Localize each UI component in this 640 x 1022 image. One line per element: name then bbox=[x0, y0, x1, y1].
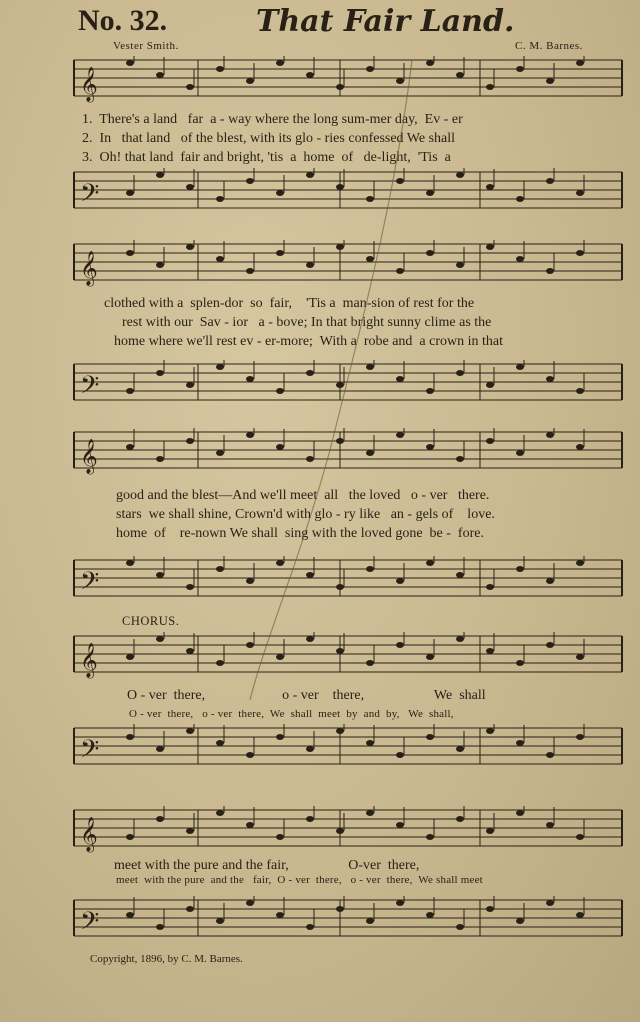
note-head bbox=[276, 734, 284, 740]
verse-line: 1. There's a land far a - way where the long sum-mer day, Ev - er bbox=[82, 112, 463, 127]
copyright-notice: Copyright, 1896, by C. M. Barnes. bbox=[90, 953, 243, 965]
note-head bbox=[216, 196, 224, 202]
note-head bbox=[546, 376, 554, 382]
note-head bbox=[186, 728, 194, 734]
note-head bbox=[426, 60, 434, 66]
note-head bbox=[366, 566, 374, 572]
note-head bbox=[126, 912, 134, 918]
note-head bbox=[576, 444, 584, 450]
note-head bbox=[486, 438, 494, 444]
note-head bbox=[216, 364, 224, 370]
note-head bbox=[546, 178, 554, 184]
note-head bbox=[546, 578, 554, 584]
note-head bbox=[276, 190, 284, 196]
note-head bbox=[216, 256, 224, 262]
composer-credit: C. M. Barnes. bbox=[515, 40, 583, 52]
note-head bbox=[306, 456, 314, 462]
note-head bbox=[126, 60, 134, 66]
note-head bbox=[486, 648, 494, 654]
verse-line: good and the blest—And we'll meet all the loved o - ver there. bbox=[116, 488, 490, 503]
note-head bbox=[366, 810, 374, 816]
treble-clef-icon: 𝄞 bbox=[80, 439, 98, 474]
note-head bbox=[276, 834, 284, 840]
note-head bbox=[486, 84, 494, 90]
bass-staff-4 bbox=[70, 724, 626, 774]
note-head bbox=[306, 746, 314, 752]
note-head bbox=[126, 190, 134, 196]
note-head bbox=[216, 66, 224, 72]
note-head bbox=[366, 66, 374, 72]
note-head bbox=[186, 648, 194, 654]
bass-clef-icon: 𝄢 bbox=[80, 567, 100, 602]
bass-clef-icon: 𝄢 bbox=[80, 907, 100, 942]
note-head bbox=[366, 450, 374, 456]
chorus-line: meet with the pure and the fair, O - ver there, o - ver there, We shall meet bbox=[116, 874, 483, 886]
note-head bbox=[396, 752, 404, 758]
note-head bbox=[456, 816, 464, 822]
note-head bbox=[426, 912, 434, 918]
note-head bbox=[456, 456, 464, 462]
note-head bbox=[156, 72, 164, 78]
bass-clef-icon: 𝄢 bbox=[80, 371, 100, 406]
note-head bbox=[126, 560, 134, 566]
note-head bbox=[516, 566, 524, 572]
hymn-number: No. 32. bbox=[78, 4, 168, 37]
note-head bbox=[516, 450, 524, 456]
note-head bbox=[306, 72, 314, 78]
note-head bbox=[426, 834, 434, 840]
note-head bbox=[306, 370, 314, 376]
note-head bbox=[366, 196, 374, 202]
note-head bbox=[546, 822, 554, 828]
bass-staff-3 bbox=[70, 556, 626, 606]
note-head bbox=[156, 572, 164, 578]
note-head bbox=[366, 660, 374, 666]
note-head bbox=[516, 364, 524, 370]
note-head bbox=[186, 438, 194, 444]
note-head bbox=[186, 184, 194, 190]
note-head bbox=[396, 822, 404, 828]
note-head bbox=[246, 900, 254, 906]
note-head bbox=[576, 734, 584, 740]
note-head bbox=[276, 444, 284, 450]
treble-staff-1 bbox=[70, 56, 626, 106]
verse-line: 2. In that land of the blest, with its glo - ries confessed We shall bbox=[82, 131, 456, 146]
note-head bbox=[246, 642, 254, 648]
note-head bbox=[216, 918, 224, 924]
note-head bbox=[546, 752, 554, 758]
note-head bbox=[276, 388, 284, 394]
treble-clef-icon: 𝄞 bbox=[80, 643, 98, 678]
note-head bbox=[486, 382, 494, 388]
note-head bbox=[246, 178, 254, 184]
note-head bbox=[516, 810, 524, 816]
note-head bbox=[576, 834, 584, 840]
note-head bbox=[276, 560, 284, 566]
note-head bbox=[336, 728, 344, 734]
note-head bbox=[456, 924, 464, 930]
note-head bbox=[306, 636, 314, 642]
verse-line: home of re-nown We shall sing with the loved gone be - fore. bbox=[116, 526, 484, 541]
note-head bbox=[306, 172, 314, 178]
note-head bbox=[396, 900, 404, 906]
note-head bbox=[246, 752, 254, 758]
note-head bbox=[396, 432, 404, 438]
note-head bbox=[576, 250, 584, 256]
note-head bbox=[576, 912, 584, 918]
lyricist-credit: Vester Smith. bbox=[113, 40, 179, 52]
note-head bbox=[396, 578, 404, 584]
note-head bbox=[576, 388, 584, 394]
note-head bbox=[126, 388, 134, 394]
note-head bbox=[216, 660, 224, 666]
note-head bbox=[366, 918, 374, 924]
note-head bbox=[516, 918, 524, 924]
note-head bbox=[426, 250, 434, 256]
note-head bbox=[126, 654, 134, 660]
note-head bbox=[426, 388, 434, 394]
note-head bbox=[156, 816, 164, 822]
note-head bbox=[276, 60, 284, 66]
note-head bbox=[186, 828, 194, 834]
note-head bbox=[336, 438, 344, 444]
note-head bbox=[486, 184, 494, 190]
verse-line: 3. Oh! that land fair and bright, 'tis a home of de-light, 'Tis a bbox=[82, 150, 451, 165]
note-head bbox=[546, 900, 554, 906]
chorus-line: meet with the pure and the fair, O-ver there, bbox=[114, 858, 420, 873]
chorus-line: O - ver there, o - ver there, We shall meet by and by, We shall, bbox=[129, 708, 454, 720]
verse-line: rest with our Sav - ior a - bove; In that bright sunny clime as the bbox=[122, 315, 492, 330]
note-head bbox=[156, 636, 164, 642]
note-head bbox=[186, 244, 194, 250]
note-head bbox=[546, 268, 554, 274]
note-head bbox=[426, 734, 434, 740]
note-head bbox=[126, 250, 134, 256]
chorus-line: O - ver there, o - ver there, We shall bbox=[127, 688, 486, 703]
note-head bbox=[456, 636, 464, 642]
treble-clef-icon: 𝄞 bbox=[80, 67, 98, 102]
note-head bbox=[426, 444, 434, 450]
note-head bbox=[456, 172, 464, 178]
note-head bbox=[516, 196, 524, 202]
treble-staff-3 bbox=[70, 428, 626, 478]
note-head bbox=[156, 172, 164, 178]
note-head bbox=[156, 746, 164, 752]
note-head bbox=[246, 376, 254, 382]
chorus-label: CHORUS. bbox=[122, 614, 180, 628]
verse-line: stars we shall shine, Crown'd with glo - ry like an - gels of love. bbox=[116, 507, 495, 522]
note-head bbox=[426, 190, 434, 196]
note-head bbox=[126, 734, 134, 740]
bass-staff-2 bbox=[70, 360, 626, 410]
note-head bbox=[246, 822, 254, 828]
note-head bbox=[396, 178, 404, 184]
note-head bbox=[456, 72, 464, 78]
note-head bbox=[336, 382, 344, 388]
verse-line: home where we'll rest ev - er-more; With a robe and a crown in that bbox=[114, 334, 503, 349]
note-head bbox=[396, 268, 404, 274]
note-head bbox=[576, 560, 584, 566]
treble-staff-4 bbox=[70, 632, 626, 682]
note-head bbox=[336, 184, 344, 190]
note-head bbox=[156, 262, 164, 268]
note-head bbox=[396, 642, 404, 648]
note-head bbox=[366, 740, 374, 746]
note-head bbox=[186, 584, 194, 590]
note-head bbox=[306, 924, 314, 930]
note-head bbox=[516, 740, 524, 746]
note-head bbox=[186, 906, 194, 912]
note-head bbox=[246, 432, 254, 438]
note-head bbox=[156, 924, 164, 930]
note-head bbox=[576, 60, 584, 66]
note-head bbox=[156, 370, 164, 376]
treble-staff-2 bbox=[70, 240, 626, 290]
note-head bbox=[366, 256, 374, 262]
note-head bbox=[486, 584, 494, 590]
note-head bbox=[246, 78, 254, 84]
note-head bbox=[456, 262, 464, 268]
note-head bbox=[246, 268, 254, 274]
note-head bbox=[126, 444, 134, 450]
note-head bbox=[546, 432, 554, 438]
bass-staff-1 bbox=[70, 168, 626, 218]
note-head bbox=[216, 566, 224, 572]
note-head bbox=[456, 746, 464, 752]
note-head bbox=[306, 572, 314, 578]
note-head bbox=[156, 456, 164, 462]
note-head bbox=[336, 828, 344, 834]
note-head bbox=[126, 834, 134, 840]
note-head bbox=[186, 84, 194, 90]
note-head bbox=[216, 810, 224, 816]
note-head bbox=[456, 370, 464, 376]
note-head bbox=[216, 450, 224, 456]
verse-line: clothed with a splen-dor so fair, 'Tis a man-sion of rest for the bbox=[104, 296, 475, 311]
note-head bbox=[306, 262, 314, 268]
hymn-title: That Fair Land. bbox=[256, 4, 515, 39]
note-head bbox=[276, 912, 284, 918]
note-head bbox=[576, 654, 584, 660]
note-head bbox=[396, 376, 404, 382]
note-head bbox=[216, 740, 224, 746]
note-head bbox=[486, 906, 494, 912]
treble-clef-icon: 𝄞 bbox=[80, 817, 98, 852]
bass-clef-icon: 𝄢 bbox=[80, 735, 100, 770]
note-head bbox=[486, 244, 494, 250]
note-head bbox=[426, 654, 434, 660]
note-head bbox=[546, 78, 554, 84]
bass-clef-icon: 𝄢 bbox=[80, 179, 100, 214]
note-head bbox=[426, 560, 434, 566]
note-head bbox=[576, 190, 584, 196]
note-head bbox=[546, 642, 554, 648]
bass-staff-5 bbox=[70, 896, 626, 946]
note-head bbox=[276, 654, 284, 660]
note-head bbox=[486, 828, 494, 834]
note-head bbox=[336, 84, 344, 90]
note-head bbox=[336, 584, 344, 590]
note-head bbox=[396, 78, 404, 84]
note-head bbox=[276, 250, 284, 256]
treble-staff-5 bbox=[70, 806, 626, 856]
note-head bbox=[366, 364, 374, 370]
note-head bbox=[516, 660, 524, 666]
note-head bbox=[516, 256, 524, 262]
note-head bbox=[336, 244, 344, 250]
note-head bbox=[306, 816, 314, 822]
note-head bbox=[246, 578, 254, 584]
note-head bbox=[486, 728, 494, 734]
note-head bbox=[186, 382, 194, 388]
note-head bbox=[516, 66, 524, 72]
note-head bbox=[336, 648, 344, 654]
note-head bbox=[456, 572, 464, 578]
treble-clef-icon: 𝄞 bbox=[80, 251, 98, 286]
note-head bbox=[336, 906, 344, 912]
